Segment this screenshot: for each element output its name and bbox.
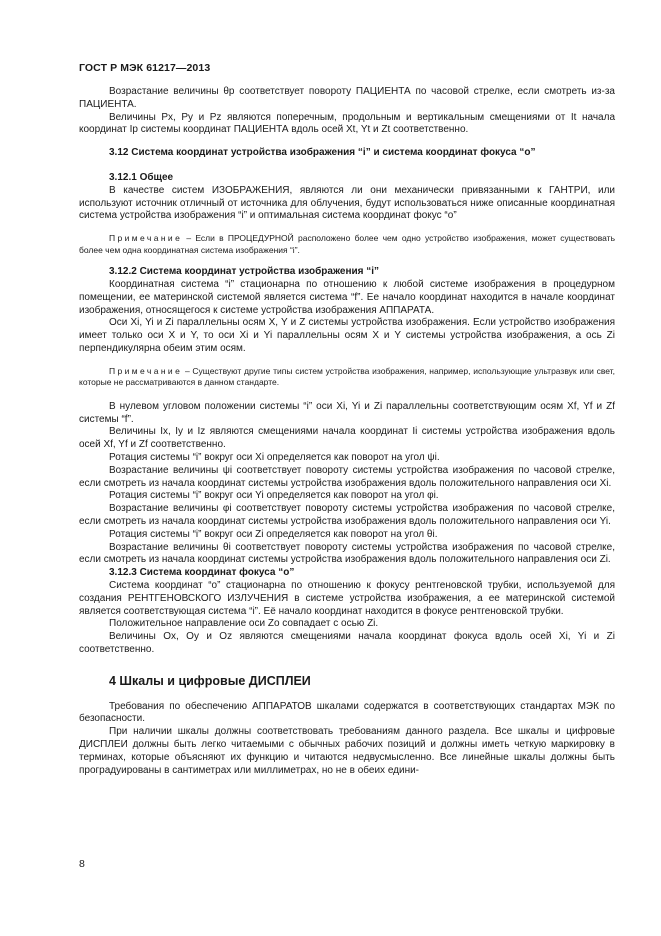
section-heading-3-12-2: 3.12.2 Система координат устройства изображения “i”: [109, 266, 380, 278]
paragraph: В качестве систем ИЗОБРАЖЕНИЯ, являются ли они механически привязанными к ГАНТРИ, или используют источник отличный от источника для облучения, будут использоваться ниже описанные координатная система устройства изображения “i” и оптимальная система координат фокус “o”: [79, 184, 615, 222]
note-text: – Существуют другие типы систем устройства изображения, например, использующие ультразвук или свет, которые не рассматриваются в данном стандарте.: [79, 365, 615, 388]
document-header: ГОСТ Р МЭК 61217—2013: [79, 62, 211, 74]
paragraph: Ротация системы “i” вокруг оси Yi определяется как поворот на угол φi.: [109, 490, 439, 502]
section-heading-3-12-3: 3.12.3 Система координат фокуса “o”: [109, 567, 295, 579]
paragraph: Возрастание величины φi соответствует повороту системы устройства изображения по часовой стрелке, если смотреть из начала координат системы устройства изображения вдоль положительного направления оси Yi.: [79, 503, 615, 527]
page-number: 8: [79, 858, 85, 870]
section-heading-3-12-1: 3.12.1 Общее: [109, 171, 174, 183]
paragraph: Возрастание величины θi соответствует повороту системы устройства изображения по часовой стрелке, если смотреть из начала координат системы устройства изображения вдоль положительного направления оси Zi.: [79, 541, 615, 566]
paragraph: Ротация системы “i” вокруг оси Xi определяется как поворот на угол ψi.: [109, 451, 440, 463]
paragraph: Возрастание величины ψi соответствует повороту системы устройства изображения по часовой стрелке, если смотреть из начала координат системы устройства изображения вдоль положительного направления оси Xi.: [79, 464, 615, 489]
note-label: Примечание: [109, 233, 183, 244]
paragraph: Требования по обеспечению АППАРАТОВ шкалами содержатся в соответствующих стандартах МЭК по безопасности.: [79, 700, 615, 725]
paragraph: В нулевом угловом положении системы “i” оси Xi, Yi и Zi параллельны соответствующим осям Xf, Yf и Zf системы “f”.: [79, 400, 616, 425]
paragraph: Величины Px, Py и Pz являются поперечным, продольным и вертикальным смещениями от It начала координат Ip системы координат ПАЦИЕНТА вдоль осей Xt, Yt и Zt соответственно.: [79, 111, 615, 136]
paragraph: При наличии шкалы должны соответствовать требованиям данного раздела. Все шкалы и цифровые ДИСПЛЕИ должны быть легко читаемыми с обычных рабочих позиций и должны иметь четкую маркировку в терминах, которые объясняют их функцию и читаются недвусмысленно. Все линейные шкалы должны быть проградуированы в сантиметрах или миллиметрах, но не в обеих едини-: [79, 726, 615, 776]
page-content: [79, 86, 615, 777]
section-heading-4: 4 Шкалы и цифровые ДИСПЛЕИ: [109, 673, 311, 688]
paragraph: Величины Ix, Iy и Iz являются смещениями начала координат Ii системы устройства изображения вдоль осей Xf, Yf и Zf соответственно.: [79, 426, 615, 451]
note-label: Примечание: [109, 365, 183, 376]
paragraph: Возрастание величины θр соответствует повороту ПАЦИЕНТА по часовой стрелке, если смотреть из-за ПАЦИЕНТА.: [79, 86, 615, 110]
paragraph: Оси Xi, Yi и Zi параллельны осям X, Y и Z системы устройства изображения. Если устройство изображения имеет только оси X и Y, то оси Xi и Yi параллельны осям X и Y системы устройства изображения, а ось Zi перпендикулярна обеим этим осям.: [79, 317, 615, 354]
paragraph: Величины Ox, Oy и Oz являются смещениями начала координат фокуса вдоль осей Xi, Yi и Zi соответственно.: [79, 631, 615, 655]
paragraph: Координатная система “i” стационарна по отношению к любой системе изображения в процедурном помещении, ее материнской системой является система “f”. Ее начало координат находится в начале координат изображения, относящегося к системе устройства изображения АППАРАТА.: [79, 278, 615, 316]
note: [79, 366, 615, 389]
paragraph: Система координат “o” стационарна по отношению к фокусу рентгеновской трубки, используемой для создания РЕНТГЕНОВСКОГО ИЗЛУЧЕНИЯ в системе устройства изображения, а ее материнской системой является соответствующая система “i”. Её начало координат находится в фокусе рентгеновской трубки.: [79, 579, 615, 617]
section-heading-3-12: 3.12 Система координат устройства изображения “i” и система координат фокуса “o”: [109, 147, 536, 159]
paragraph: Положительное направление оси Zo совпадает с осью Zi.: [109, 618, 379, 630]
note: [79, 233, 615, 256]
note-text: – Если в ПРОЦЕДУРНОЙ расположено более чем одно устройство изображения, может существовать более чем одна координатная система изображения “i”.: [79, 233, 615, 255]
paragraph: Ротация системы “i” вокруг оси Zi определяется как поворот на угол θi.: [109, 528, 438, 540]
